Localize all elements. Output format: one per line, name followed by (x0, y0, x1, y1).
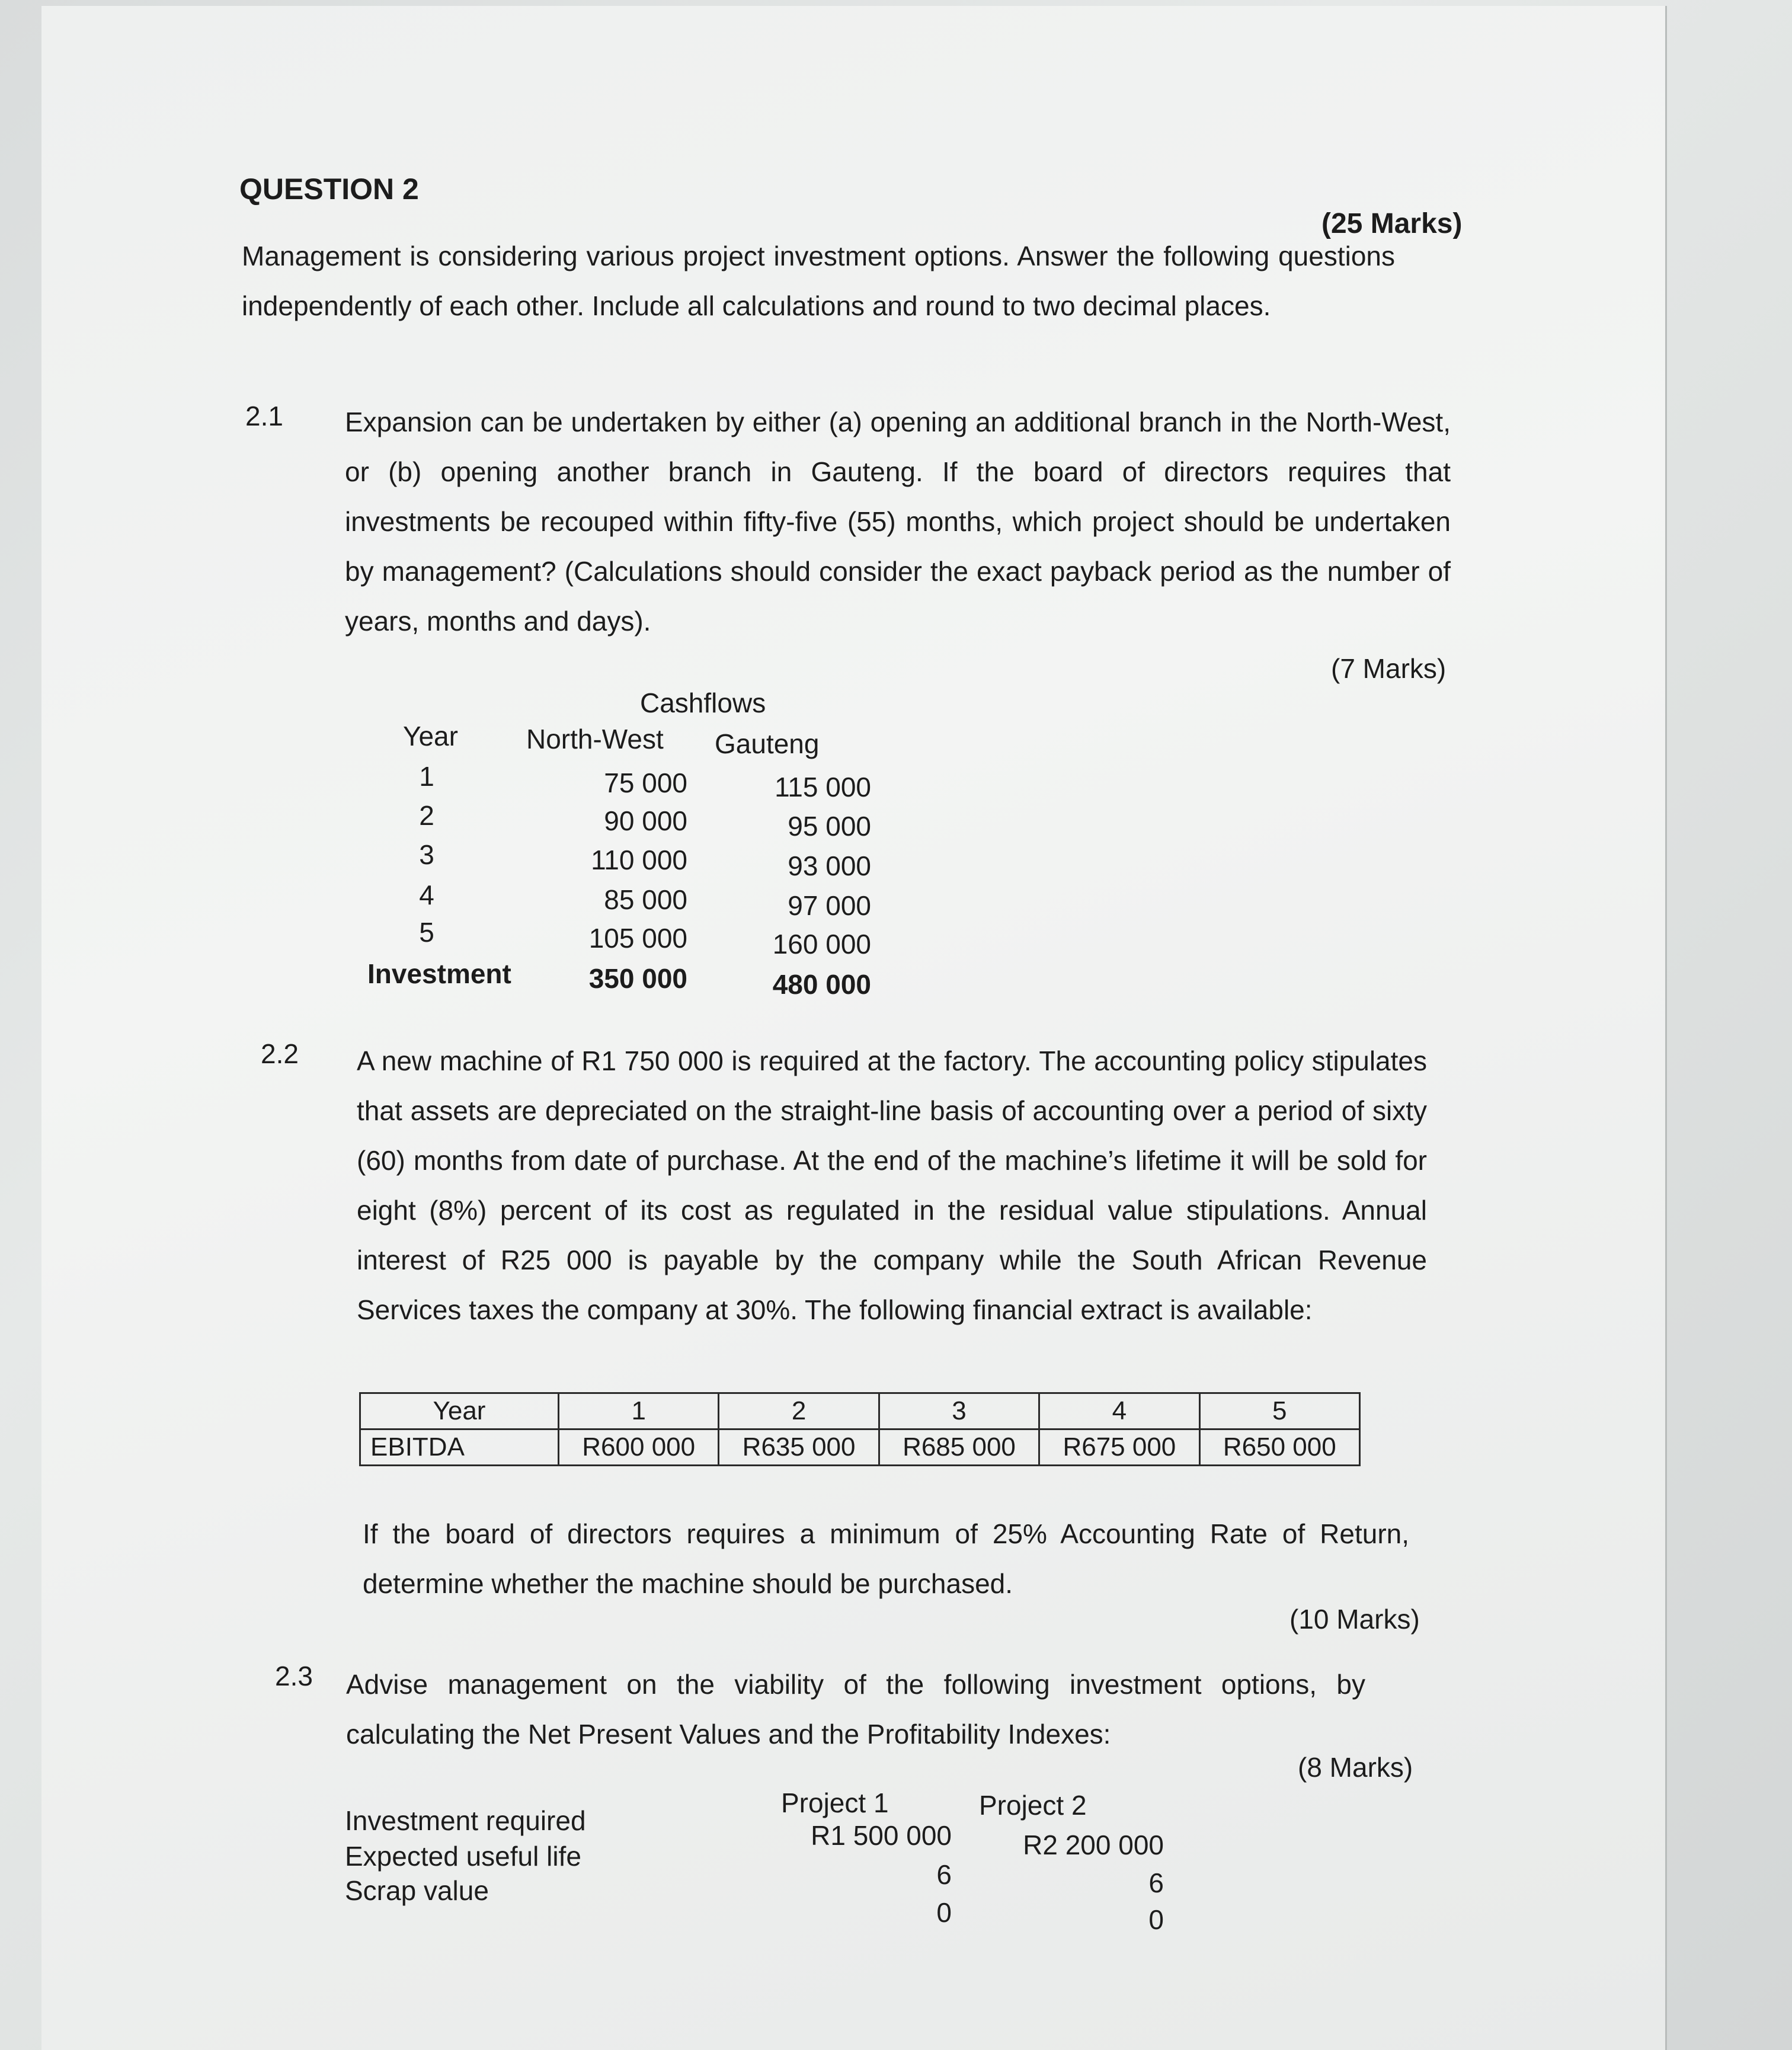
row-3-gauteng: 93 000 (788, 850, 871, 881)
ebitda-year-5: 5 (1199, 1393, 1359, 1429)
q22-question (363, 1509, 1409, 1608)
ebitda-year-1: 1 (559, 1393, 719, 1429)
row-5-north-west: 105 000 (588, 923, 687, 954)
row-investment-label: Investment required (345, 1805, 586, 1836)
header-year: Year (403, 721, 458, 751)
q21-body (345, 397, 1451, 646)
question-intro-text: Management is considering various project investment options. Answer the following questions independently of each other. Include all calculations and round to two decimal places. (242, 241, 1395, 321)
investment-gauteng: 480 000 (772, 969, 871, 1000)
project-2-header: Project 2 (979, 1790, 1087, 1821)
q22-marks: (10 Marks) (1289, 1604, 1420, 1635)
row-2-north-west: 90 000 (604, 805, 687, 836)
q22-text: A new machine of R1 750 000 is required at the factory. The accounting policy stipulates that assets are depreciated on the straight-line basis of accounting over a period of sixty (60) months from date of purchase. At the end of the machine’s lifetime it will be sold for eight (8%) percent of its cost as regulated in the residual value stipulations. Annual interest of R25 000 is payable by the company while the South African Revenue Services taxes the company at 30%. The following financial extract is available: (357, 1045, 1427, 1325)
q22-number: 2.2 (261, 1038, 299, 1069)
ebitda-year-3: 3 (879, 1393, 1039, 1429)
row-scrap-p2: 0 (1148, 1904, 1164, 1935)
row-life-p2: 6 (1148, 1867, 1164, 1898)
cashflow-title: Cashflows (640, 687, 766, 718)
q21-marks: (7 Marks) (1331, 653, 1447, 684)
row-1-year: 1 (419, 761, 434, 792)
row-2-year: 2 (419, 800, 434, 831)
row-investment-p2: R2 200 000 (1023, 1830, 1164, 1860)
header-north-west: North-West (526, 724, 664, 754)
row-4-gauteng: 97 000 (788, 890, 871, 921)
row-4-north-west: 85 000 (604, 884, 687, 915)
q23-text: Advise management on the viability of the following investment options, by calculating the Net Present Values and the Profitability Indexes: (346, 1669, 1365, 1750)
question-intro (242, 231, 1395, 331)
row-1-gauteng: 115 000 (775, 772, 871, 802)
q21-number: 2.1 (245, 401, 283, 431)
q23-marks: (8 Marks) (1298, 1752, 1413, 1783)
ebitda-value-2: R635 000 (719, 1429, 879, 1466)
row-scrap-p1: 0 (936, 1897, 952, 1928)
ebitda-table (359, 1392, 1361, 1466)
q23-body (346, 1659, 1365, 1759)
row-3-year: 3 (419, 839, 434, 870)
row-3-north-west: 110 000 (591, 845, 687, 875)
q22-body (357, 1036, 1427, 1335)
ebitda-value-row (360, 1429, 1360, 1466)
row-4-year: 4 (419, 880, 434, 910)
row-5-year: 5 (419, 917, 434, 948)
ebitda-value-4: R675 000 (1039, 1429, 1199, 1466)
ebitda-label: EBITDA (360, 1429, 559, 1466)
row-1-north-west: 75 000 (604, 767, 687, 798)
ebitda-value-3: R685 000 (879, 1429, 1039, 1466)
question-marks: (25 Marks) (1321, 208, 1463, 239)
row-investment-p1: R1 500 000 (811, 1820, 952, 1851)
ebitda-value-1: R600 000 (559, 1429, 719, 1466)
investment-label: Investment (367, 958, 511, 989)
row-5-gauteng: 160 000 (772, 929, 871, 960)
row-2-gauteng: 95 000 (788, 811, 871, 842)
question-title: QUESTION 2 (239, 172, 419, 206)
ebitda-year-row (360, 1393, 1360, 1429)
ebitda-year-2: 2 (719, 1393, 879, 1429)
investment-north-west: 350 000 (588, 963, 687, 994)
project-1-header: Project 1 (781, 1787, 889, 1818)
q22-question-text: If the board of directors requires a minimum of 25% Accounting Rate of Return, determine whether the machine should be purchased. (363, 1518, 1409, 1599)
ebitda-year-4: 4 (1039, 1393, 1199, 1429)
ebitda-value-5: R650 000 (1199, 1429, 1359, 1466)
row-life-label: Expected useful life (345, 1841, 581, 1872)
row-life-p1: 6 (936, 1859, 952, 1890)
row-scrap-label: Scrap value (345, 1875, 489, 1906)
q23-number: 2.3 (275, 1661, 313, 1691)
ebitda-year-label: Year (360, 1393, 559, 1429)
header-gauteng: Gauteng (715, 728, 820, 759)
q21-text: Expansion can be undertaken by either (a) opening an additional branch in the North-West, or (b) opening another branch in Gauteng. If the board of directors requires that investments be recouped within fifty-five (55) months, which project should be undertaken by management? (Calculations should consider the exact payback period as the number of years, months and days). (345, 407, 1451, 637)
